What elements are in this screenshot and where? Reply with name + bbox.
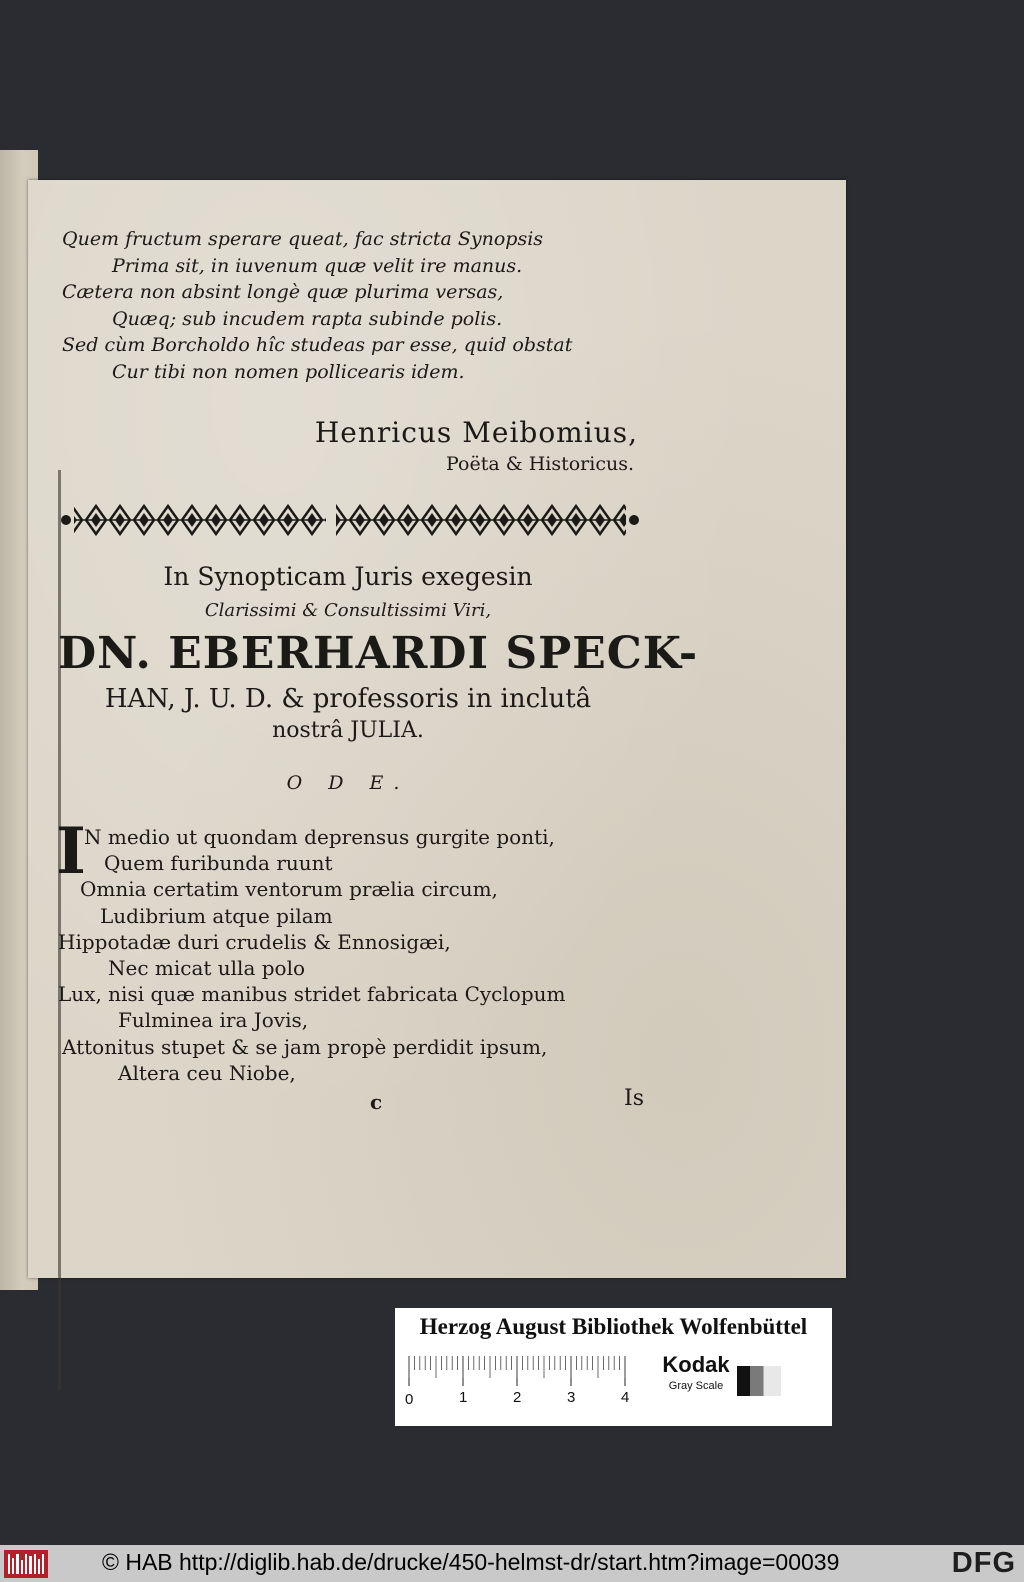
ruler-number: 3	[567, 1389, 576, 1406]
verse-line: Cur tibi non nomen pollicearis idem.	[112, 360, 465, 383]
title-name: DN. EBERHARDI SPECK-	[58, 628, 699, 679]
author-role: Poëta & Historicus.	[446, 453, 634, 475]
ornament-band	[60, 502, 642, 538]
verse-line: Quem furibunda ruunt	[104, 851, 333, 876]
verse-line: Ludibrium atque pilam	[100, 903, 333, 928]
copyright-url[interactable]: © HAB http://diglib.hab.de/drucke/450-helmst-dr/start.htm?image=00039	[102, 1549, 840, 1575]
title-line: nostrâ JULIA.	[272, 718, 424, 743]
verse-line: Sed cùm Borcholdo hîc studeas par esse, quid obstat	[62, 334, 573, 356]
book-page	[28, 180, 846, 1278]
verse-line: Hippotadæ duri crudelis & Ennosigæi,	[58, 929, 451, 954]
author-name: Henricus Meibomius,	[314, 416, 638, 449]
gray-scale-patch	[737, 1366, 781, 1396]
color-calibration-card	[395, 1308, 832, 1426]
ode-heading: O D E.	[286, 772, 410, 794]
verse-line: N medio ut quondam deprensus gurgite ponti,	[84, 825, 555, 849]
verse-line: Altera ceu Niobe,	[118, 1060, 296, 1085]
ruler-number: 1	[459, 1389, 468, 1406]
drop-cap: I	[56, 814, 86, 889]
verse-line: Quæq; sub incudem rapta subinde polis.	[112, 307, 503, 330]
signature-mark: c	[370, 1090, 383, 1114]
kodak-label	[651, 1352, 741, 1392]
ruler-number: 4	[621, 1389, 630, 1406]
verse-line: Omnia certatim ventorum prælia circum,	[80, 877, 498, 902]
kodak-brand: Kodak	[662, 1352, 730, 1377]
verse-line: Attonitus stupet & se jam propè perdidit ipsum,	[62, 1034, 548, 1059]
title-line: In Synopticam Juris exegesin	[163, 562, 533, 591]
library-name: Herzog August Bibliothek Wolfenbüttel	[419, 1314, 808, 1339]
catchword: Is	[624, 1086, 644, 1111]
ruler-number: 0	[405, 1391, 414, 1406]
footer-bar	[0, 1545, 1024, 1582]
verse-line: Prima sit, in iuvenum quæ velit ire manus.	[112, 254, 523, 277]
ode-verse	[58, 824, 565, 1086]
ruler-number: 2	[513, 1389, 522, 1406]
verse-line: Cætera non absint longè quæ plurima versas,	[62, 281, 504, 303]
author-block	[28, 416, 638, 475]
verse-line: Quem fructum sperare queat, fac stricta Synopsis	[62, 228, 544, 250]
title-line: HAN, J. U. D. & professoris in inclutâ	[104, 684, 592, 714]
dfg-logo: DFG	[951, 1547, 1016, 1579]
verse-line: Lux, nisi quæ manibus stridet fabricata Cyclopum	[58, 982, 566, 1007]
ruler-scale	[405, 1356, 635, 1406]
hab-logo-icon	[4, 1550, 48, 1578]
verse-line: Nec micat ulla polo	[108, 956, 306, 981]
title-line: Clarissimi & Consultissimi Viri,	[204, 600, 492, 621]
verse-line: Fulminea ira Jovis,	[118, 1008, 309, 1033]
kodak-subtitle: Gray Scale	[668, 1380, 724, 1392]
dedicatory-verse	[62, 226, 572, 385]
